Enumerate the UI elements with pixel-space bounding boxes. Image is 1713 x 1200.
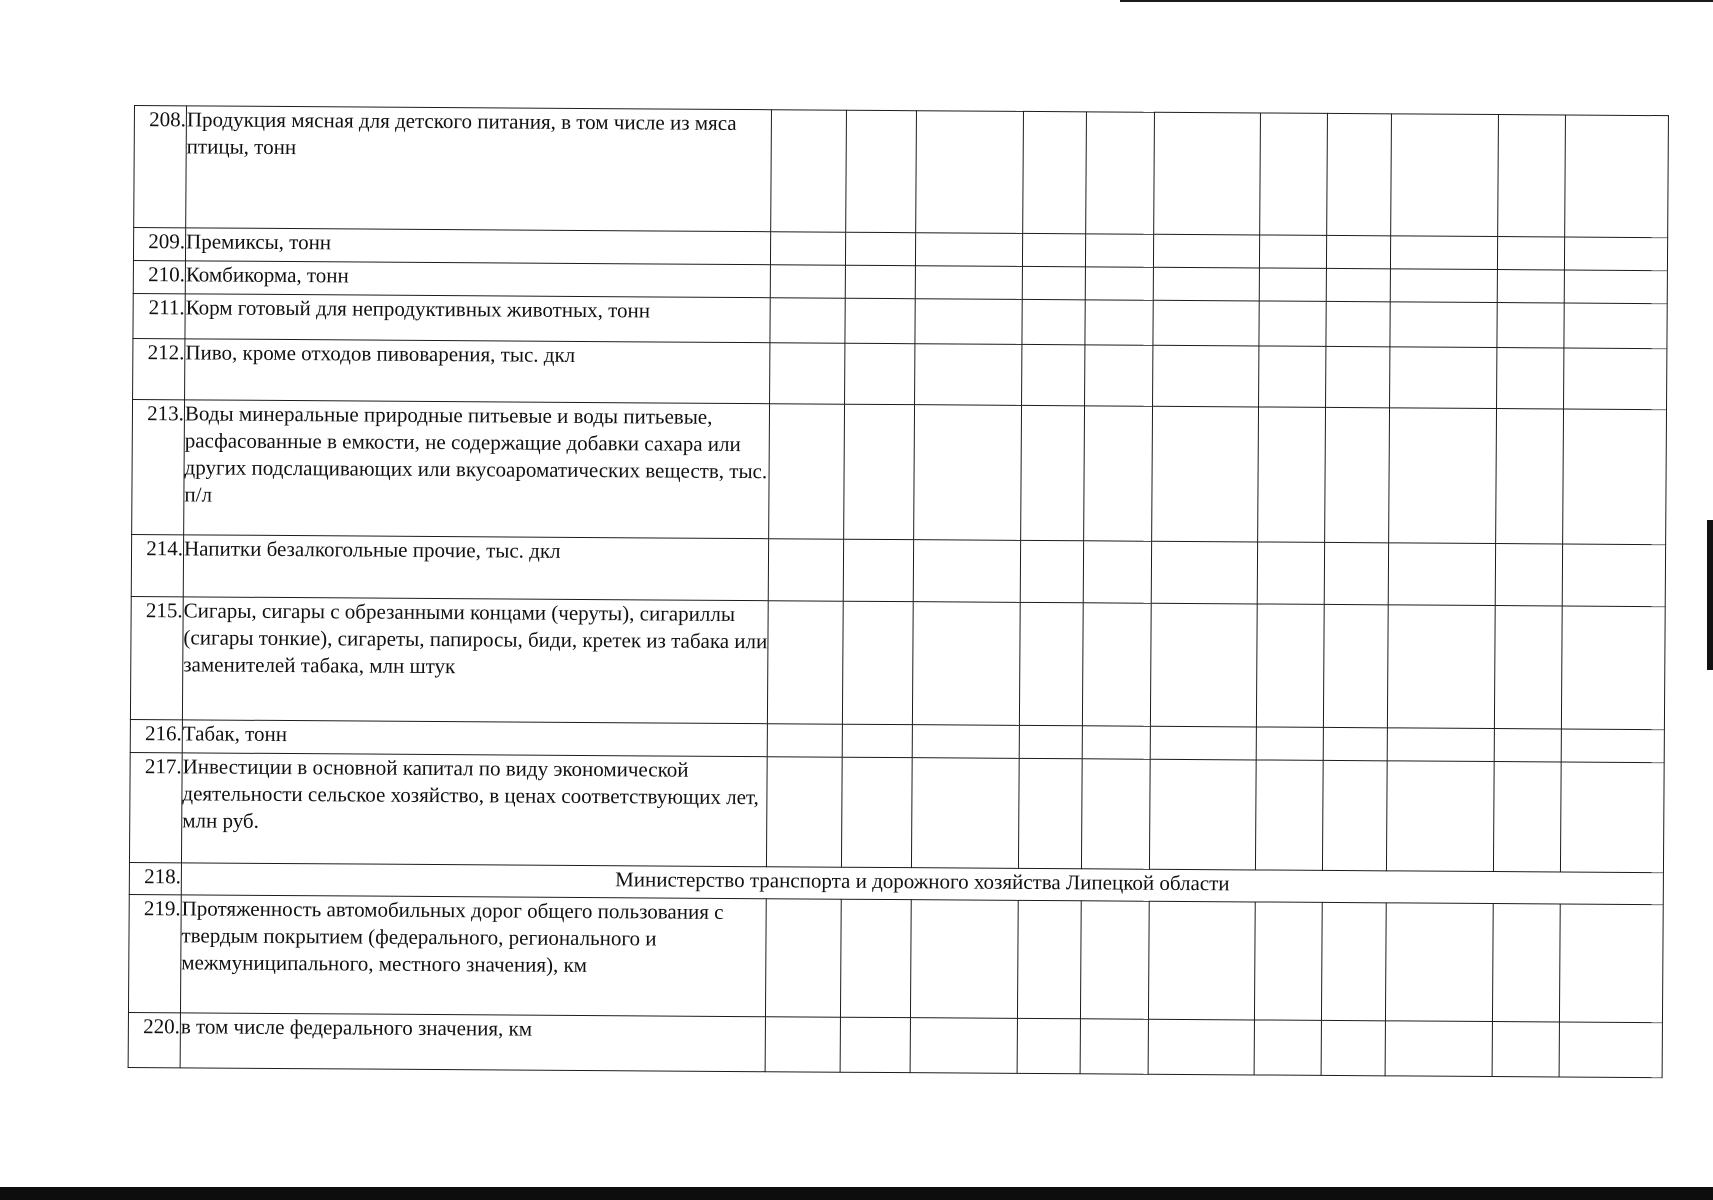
value-cell[interactable]	[1322, 760, 1387, 870]
value-cell[interactable]	[1017, 1018, 1080, 1073]
scan-edge-top	[1120, 0, 1713, 2]
value-cell[interactable]	[1390, 269, 1497, 303]
row-number: 220.	[128, 1012, 180, 1067]
row-number: 215.	[130, 596, 183, 719]
document-sheet	[128, 105, 1669, 1078]
value-cell[interactable]	[840, 1017, 910, 1072]
value-cell[interactable]	[1255, 760, 1323, 870]
value-cell[interactable]	[1020, 540, 1083, 602]
value-cell[interactable]	[910, 900, 1018, 1019]
value-cell[interactable]	[1085, 345, 1153, 406]
value-cell[interactable]	[1494, 729, 1561, 762]
value-cell[interactable]	[1385, 903, 1493, 1022]
value-cell[interactable]	[1390, 236, 1497, 270]
value-cell[interactable]	[1326, 301, 1390, 346]
row-number: 210.	[133, 260, 185, 293]
value-cell[interactable]	[1391, 114, 1499, 237]
table-row	[134, 106, 1669, 238]
value-cell[interactable]	[767, 601, 843, 724]
row-number: 216.	[130, 719, 182, 752]
indicator-name: Инвестиции в основной капитал по виду экономической деятельности сельское хозяйство, в ценах соответствующих лет, млн руб.	[181, 753, 767, 867]
scan-edge-bottom	[0, 1187, 1713, 1200]
row-number: 209.	[133, 228, 185, 261]
value-cell[interactable]	[1564, 348, 1667, 410]
value-cell[interactable]	[1326, 235, 1390, 268]
value-cell[interactable]	[843, 539, 913, 601]
value-cell[interactable]	[915, 233, 1022, 267]
indicator-name: Напитки безалкогольные прочие, тыс. дкл	[183, 535, 768, 601]
value-cell[interactable]	[1388, 543, 1495, 606]
value-cell[interactable]	[767, 724, 842, 757]
value-cell[interactable]	[1562, 544, 1665, 607]
value-cell[interactable]	[1150, 603, 1257, 727]
value-cell[interactable]	[1084, 406, 1153, 541]
row-number: 218.	[129, 862, 181, 894]
indicator-name: Премиксы, тонн	[185, 228, 770, 265]
table-row	[132, 399, 1667, 544]
value-cell[interactable]	[1492, 904, 1560, 1022]
value-cell[interactable]	[1565, 115, 1669, 238]
value-cell[interactable]	[911, 758, 1019, 869]
value-cell[interactable]	[912, 602, 1020, 726]
table-row	[133, 338, 1667, 409]
row-number: 208.	[134, 106, 187, 228]
value-cell[interactable]	[1022, 344, 1085, 405]
row-number: 212.	[133, 338, 185, 399]
value-cell[interactable]	[766, 757, 842, 867]
value-cell[interactable]	[841, 757, 912, 867]
value-cell[interactable]	[915, 299, 1022, 345]
value-cell[interactable]	[1325, 407, 1390, 542]
row-number: 214.	[131, 534, 183, 596]
value-cell[interactable]	[1082, 726, 1150, 759]
value-cell[interactable]	[842, 601, 913, 724]
value-cell[interactable]	[1323, 604, 1388, 727]
value-cell[interactable]	[1386, 761, 1494, 872]
value-cell[interactable]	[1085, 300, 1153, 345]
value-cell[interactable]	[1387, 605, 1495, 729]
indicator-name: Воды минеральные природные питьевые и воды питьевые, расфасованные в емкости, не содержащие добавки сахара или других подслащивающих или вкусоароматических веществ, тыс. п/л	[184, 400, 770, 539]
value-cell[interactable]	[1081, 759, 1150, 869]
value-cell[interactable]	[1256, 604, 1324, 727]
value-cell[interactable]	[845, 232, 915, 265]
value-cell[interactable]	[1259, 235, 1326, 268]
value-cell[interactable]	[1561, 729, 1664, 763]
value-cell[interactable]	[1258, 407, 1326, 542]
value-cell[interactable]	[1150, 726, 1256, 760]
value-cell[interactable]	[1153, 345, 1259, 407]
value-cell[interactable]	[914, 405, 1022, 541]
value-cell[interactable]	[844, 404, 915, 539]
value-cell[interactable]	[768, 539, 843, 601]
value-cell[interactable]	[1019, 725, 1082, 758]
indicator-name: Сигары, сигары с обрезанными концами (черуты), сигариллы (сигары тонкие), сигареты, папиросы, биди, кретек из табака или заменителей табака, млн штук	[182, 597, 768, 724]
value-cell[interactable]	[1497, 270, 1564, 303]
value-cell[interactable]	[1323, 727, 1387, 760]
value-cell[interactable]	[1493, 762, 1561, 872]
table-row	[131, 534, 1665, 606]
value-cell[interactable]	[1260, 113, 1328, 235]
value-cell[interactable]	[1148, 901, 1255, 1020]
section-heading: Министерство транспорта и дорожного хозяйства Липецкой области	[181, 863, 1663, 905]
table-body	[128, 106, 1668, 1078]
value-cell[interactable]	[770, 298, 845, 343]
value-cell[interactable]	[1082, 603, 1151, 726]
value-cell[interactable]	[1387, 728, 1494, 762]
table-row	[128, 894, 1663, 1022]
value-cell[interactable]	[1151, 541, 1257, 604]
value-cell[interactable]	[910, 1018, 1017, 1074]
value-cell[interactable]	[1559, 1022, 1662, 1078]
row-number: 217.	[129, 752, 182, 862]
value-cell[interactable]	[1327, 113, 1392, 235]
indicator-name: Пиво, кроме отходов пивоварения, тыс. дкл	[185, 339, 770, 404]
value-cell[interactable]	[1324, 542, 1388, 604]
value-cell[interactable]	[1018, 758, 1082, 868]
value-cell[interactable]	[1497, 303, 1564, 348]
indicator-name: Продукция мясная для детского питания, в том числе из мяса птицы, тонн	[186, 106, 772, 232]
value-cell[interactable]	[1560, 762, 1664, 873]
value-cell[interactable]	[1559, 904, 1663, 1023]
indicator-name: Комбикорма, тонн	[185, 261, 770, 298]
row-number: 213.	[132, 399, 185, 534]
value-cell[interactable]	[1496, 409, 1564, 544]
table-row	[129, 752, 1664, 872]
value-cell[interactable]	[1390, 347, 1497, 409]
value-cell[interactable]	[1023, 111, 1087, 233]
value-cell[interactable]	[1083, 541, 1151, 603]
value-cell[interactable]	[1321, 1020, 1385, 1075]
value-cell[interactable]	[770, 232, 845, 265]
value-cell[interactable]	[1259, 268, 1326, 301]
value-cell[interactable]	[845, 343, 915, 404]
value-cell[interactable]	[1153, 300, 1259, 346]
value-cell[interactable]	[1495, 544, 1562, 606]
value-cell[interactable]	[1326, 346, 1390, 407]
value-cell[interactable]	[1086, 112, 1155, 234]
value-cell[interactable]	[1254, 1020, 1321, 1075]
value-cell[interactable]	[1326, 268, 1390, 301]
value-cell[interactable]	[1080, 1019, 1148, 1074]
value-cell[interactable]	[1153, 234, 1259, 268]
row-number: 211.	[133, 293, 185, 338]
value-cell[interactable]	[1564, 237, 1667, 271]
value-cell[interactable]	[913, 540, 1020, 603]
value-cell[interactable]	[840, 899, 911, 1017]
value-cell[interactable]	[1497, 348, 1564, 409]
indicator-table	[128, 105, 1669, 1078]
value-cell[interactable]	[769, 404, 845, 539]
value-cell[interactable]	[765, 1017, 840, 1072]
value-cell[interactable]	[1321, 902, 1386, 1020]
value-cell[interactable]	[1022, 299, 1085, 344]
value-cell[interactable]	[1494, 606, 1562, 729]
scan-edge-right	[1707, 520, 1713, 670]
value-cell[interactable]	[1259, 346, 1326, 407]
value-cell[interactable]	[1019, 602, 1083, 725]
value-cell[interactable]	[1022, 233, 1085, 266]
value-cell[interactable]	[1021, 405, 1085, 540]
value-cell[interactable]	[1017, 900, 1081, 1018]
value-cell[interactable]	[845, 298, 915, 343]
value-cell[interactable]	[1022, 266, 1085, 299]
value-cell[interactable]	[915, 344, 1022, 406]
value-cell[interactable]	[770, 343, 845, 404]
value-cell[interactable]	[1148, 1019, 1254, 1075]
value-cell[interactable]	[1154, 112, 1261, 235]
value-cell[interactable]	[1259, 301, 1326, 346]
value-cell[interactable]	[1153, 267, 1259, 301]
value-cell[interactable]	[1498, 115, 1566, 237]
value-cell[interactable]	[842, 724, 912, 757]
indicator-name: Протяженность автомобильных дорог общего пользования с твердым покрытием (федерального, регионального и межмуниципального, местного значения), км	[180, 895, 766, 1017]
value-cell[interactable]	[1497, 237, 1564, 270]
value-cell[interactable]	[1564, 270, 1667, 304]
value-cell[interactable]	[1149, 759, 1256, 870]
value-cell[interactable]	[1256, 727, 1323, 760]
value-cell[interactable]	[845, 265, 915, 298]
table-row	[128, 1012, 1662, 1077]
value-cell[interactable]	[916, 111, 1024, 234]
value-cell[interactable]	[765, 899, 841, 1017]
value-cell[interactable]	[1085, 267, 1153, 300]
value-cell[interactable]	[1389, 408, 1497, 544]
indicator-name: в том числе федерального значения, км	[180, 1013, 765, 1072]
value-cell[interactable]	[1080, 901, 1149, 1019]
value-cell[interactable]	[770, 265, 845, 298]
value-cell[interactable]	[915, 266, 1022, 300]
value-cell[interactable]	[846, 110, 917, 232]
value-cell[interactable]	[1385, 1021, 1492, 1077]
indicator-name: Корм готовый для непродуктивных животных, тонн	[185, 294, 770, 343]
value-cell[interactable]	[1152, 406, 1259, 542]
value-cell[interactable]	[1390, 302, 1497, 348]
value-cell[interactable]	[1564, 303, 1667, 349]
value-cell[interactable]	[1085, 234, 1153, 267]
row-number: 219.	[128, 894, 181, 1012]
value-cell[interactable]	[1257, 542, 1324, 604]
value-cell[interactable]	[1254, 902, 1322, 1020]
value-cell[interactable]	[1561, 606, 1665, 730]
value-cell[interactable]	[1563, 409, 1667, 545]
indicator-name: Табак, тонн	[182, 720, 767, 757]
value-cell[interactable]	[771, 110, 847, 232]
table-row	[130, 596, 1665, 729]
value-cell[interactable]	[912, 725, 1019, 759]
value-cell[interactable]	[1492, 1022, 1559, 1077]
